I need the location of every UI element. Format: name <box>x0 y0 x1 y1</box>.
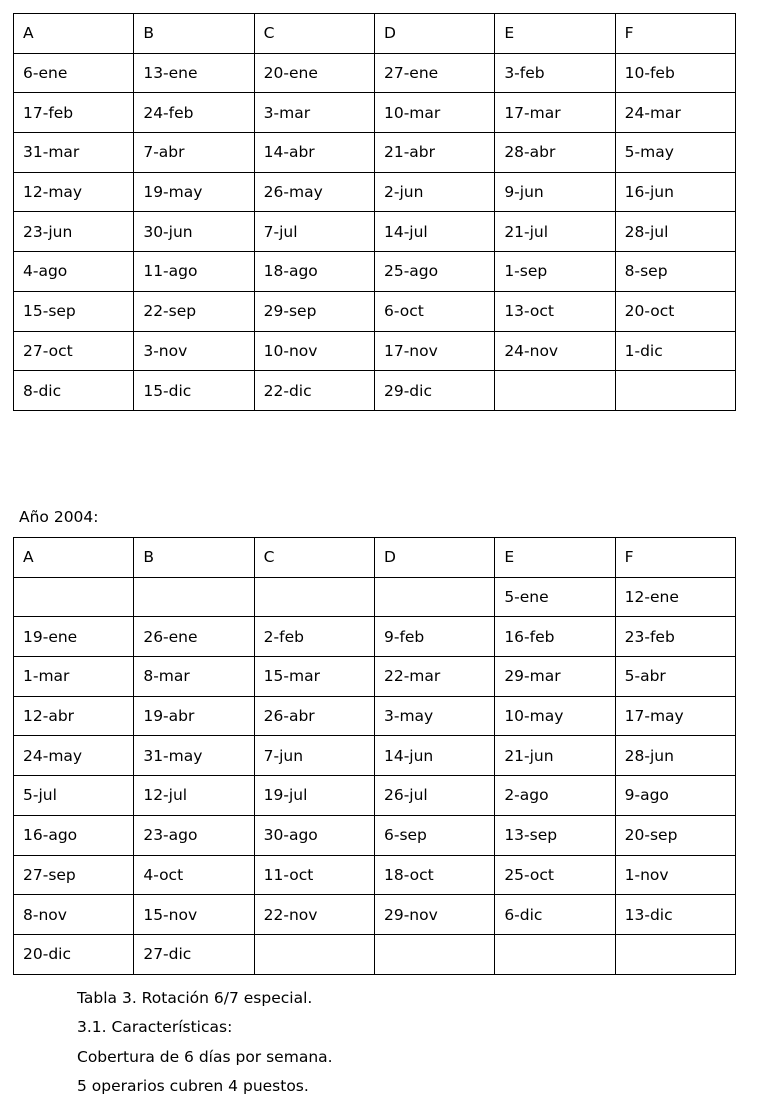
table-cell: 12-abr <box>14 696 134 736</box>
table-row <box>14 133 736 173</box>
table-row <box>14 53 736 93</box>
table-cell: 7-jul <box>254 212 374 252</box>
caption-block <box>77 984 333 1101</box>
table-cell: 16-ago <box>14 815 134 855</box>
table-cell: 24-mar <box>615 93 735 133</box>
table-cell: 1-dic <box>615 331 735 371</box>
table-cell <box>615 371 735 411</box>
table-cell: 1-mar <box>14 657 134 697</box>
table-cell: 28-jul <box>615 212 735 252</box>
section-heading: 3.1. Características: <box>77 1018 233 1037</box>
table-cell: 15-nov <box>134 895 254 935</box>
table-row <box>14 895 736 935</box>
table-cell: 9-jun <box>495 172 615 212</box>
rotation-table-2004 <box>13 537 736 975</box>
header-cell-f: F <box>615 538 735 578</box>
table-cell: 27-oct <box>14 331 134 371</box>
table-cell: 20-dic <box>14 934 134 974</box>
table-cell <box>134 577 254 617</box>
table-cell: 3-mar <box>254 93 374 133</box>
table-row <box>14 331 736 371</box>
table-row <box>14 371 736 411</box>
body-text-line: 5 operarios cubren 4 puestos. <box>77 1076 309 1095</box>
header-cell-e: E <box>495 14 615 54</box>
table-cell: 27-dic <box>134 934 254 974</box>
table-cell <box>254 577 374 617</box>
table-row <box>14 252 736 292</box>
table-cell: 28-jun <box>615 736 735 776</box>
table-cell: 28-abr <box>495 133 615 173</box>
table-cell: 26-may <box>254 172 374 212</box>
table-cell: 19-may <box>134 172 254 212</box>
table-row <box>14 696 736 736</box>
table-cell: 29-dic <box>374 371 494 411</box>
table-caption: Tabla 3. Rotación 6/7 especial. <box>77 989 313 1007</box>
table-cell: 27-ene <box>374 53 494 93</box>
table-cell: 8-mar <box>134 657 254 697</box>
table-cell: 13-dic <box>615 895 735 935</box>
table-cell: 23-jun <box>14 212 134 252</box>
table-cell: 10-mar <box>374 93 494 133</box>
table-cell: 15-dic <box>134 371 254 411</box>
table-cell: 13-ene <box>134 53 254 93</box>
table-cell: 25-oct <box>495 855 615 895</box>
table-cell: 20-oct <box>615 291 735 331</box>
table-cell: 6-sep <box>374 815 494 855</box>
table-cell: 3-may <box>374 696 494 736</box>
table-cell: 24-nov <box>495 331 615 371</box>
header-cell-e: E <box>495 538 615 578</box>
table-cell: 29-mar <box>495 657 615 697</box>
table-body <box>14 538 736 975</box>
header-cell-f: F <box>615 14 735 54</box>
header-cell-a: A <box>14 14 134 54</box>
table-cell: 22-mar <box>374 657 494 697</box>
table-cell: 11-ago <box>134 252 254 292</box>
table-cell: 19-jul <box>254 776 374 816</box>
table-cell: 23-ago <box>134 815 254 855</box>
table-cell: 2-jun <box>374 172 494 212</box>
table-cell: 22-sep <box>134 291 254 331</box>
header-cell-b: B <box>134 538 254 578</box>
rotation-table-2003 <box>13 13 736 411</box>
table-cell: 29-sep <box>254 291 374 331</box>
table-cell: 10-may <box>495 696 615 736</box>
table-cell <box>495 371 615 411</box>
table-row <box>14 93 736 133</box>
table-cell: 4-ago <box>14 252 134 292</box>
table-row <box>14 172 736 212</box>
table-row <box>14 736 736 776</box>
table-cell: 8-dic <box>14 371 134 411</box>
table-cell: 22-dic <box>254 371 374 411</box>
table-cell: 7-abr <box>134 133 254 173</box>
table-cell: 19-abr <box>134 696 254 736</box>
table-row <box>14 934 736 974</box>
table-cell: 12-may <box>14 172 134 212</box>
header-cell-d: D <box>374 14 494 54</box>
table-cell: 30-ago <box>254 815 374 855</box>
table-row <box>14 291 736 331</box>
table-cell: 6-oct <box>374 291 494 331</box>
table-cell <box>495 934 615 974</box>
table-cell: 17-feb <box>14 93 134 133</box>
header-cell-c: C <box>254 538 374 578</box>
table-cell: 10-nov <box>254 331 374 371</box>
table-cell: 26-jul <box>374 776 494 816</box>
table-cell: 17-may <box>615 696 735 736</box>
table-cell: 31-may <box>134 736 254 776</box>
table-cell: 22-nov <box>254 895 374 935</box>
table-cell: 29-nov <box>374 895 494 935</box>
table-cell: 5-abr <box>615 657 735 697</box>
table-cell <box>615 934 735 974</box>
table-cell: 1-sep <box>495 252 615 292</box>
table-cell: 14-jul <box>374 212 494 252</box>
table-cell: 16-jun <box>615 172 735 212</box>
table-cell: 5-ene <box>495 577 615 617</box>
table-row <box>14 776 736 816</box>
header-cell-c: C <box>254 14 374 54</box>
table-cell <box>374 934 494 974</box>
table-cell: 17-nov <box>374 331 494 371</box>
table-cell: 9-ago <box>615 776 735 816</box>
table-cell: 13-sep <box>495 815 615 855</box>
table-row <box>14 212 736 252</box>
table-cell: 8-sep <box>615 252 735 292</box>
table-cell: 24-may <box>14 736 134 776</box>
table-cell: 21-jul <box>495 212 615 252</box>
table-cell: 15-mar <box>254 657 374 697</box>
table-cell: 25-ago <box>374 252 494 292</box>
table-cell: 12-ene <box>615 577 735 617</box>
table-cell <box>374 577 494 617</box>
table-cell: 19-ene <box>14 617 134 657</box>
table-cell: 21-abr <box>374 133 494 173</box>
table-cell: 31-mar <box>14 133 134 173</box>
table-cell: 9-feb <box>374 617 494 657</box>
table-cell <box>14 577 134 617</box>
table-cell: 15-sep <box>14 291 134 331</box>
header-cell-b: B <box>134 14 254 54</box>
table-cell: 10-feb <box>615 53 735 93</box>
table-cell: 17-mar <box>495 93 615 133</box>
table-row <box>14 657 736 697</box>
table-cell: 3-feb <box>495 53 615 93</box>
table-row <box>14 855 736 895</box>
table-cell: 7-jun <box>254 736 374 776</box>
table-cell: 3-nov <box>134 331 254 371</box>
table-cell: 5-jul <box>14 776 134 816</box>
table-cell: 26-ene <box>134 617 254 657</box>
table-cell: 13-oct <box>495 291 615 331</box>
table-header-row <box>14 538 736 578</box>
table-row <box>14 815 736 855</box>
table-row <box>14 577 736 617</box>
table-cell: 2-feb <box>254 617 374 657</box>
table-row <box>14 617 736 657</box>
table-cell: 30-jun <box>134 212 254 252</box>
table-cell: 8-nov <box>14 895 134 935</box>
table-cell: 18-ago <box>254 252 374 292</box>
table-cell: 24-feb <box>134 93 254 133</box>
table-cell: 21-jun <box>495 736 615 776</box>
year-label: Año 2004: <box>19 508 99 526</box>
table-cell: 14-jun <box>374 736 494 776</box>
table-cell: 23-feb <box>615 617 735 657</box>
body-text-line: Cobertura de 6 días por semana. <box>77 1047 333 1066</box>
table-cell: 18-oct <box>374 855 494 895</box>
table-cell: 26-abr <box>254 696 374 736</box>
table-cell: 20-ene <box>254 53 374 93</box>
table-cell: 16-feb <box>495 617 615 657</box>
table-header-row <box>14 14 736 54</box>
header-cell-a: A <box>14 538 134 578</box>
table-cell <box>254 934 374 974</box>
table-cell: 4-oct <box>134 855 254 895</box>
table-cell: 20-sep <box>615 815 735 855</box>
header-cell-d: D <box>374 538 494 578</box>
table-cell: 2-ago <box>495 776 615 816</box>
table-cell: 6-ene <box>14 53 134 93</box>
table-cell: 1-nov <box>615 855 735 895</box>
table-cell: 14-abr <box>254 133 374 173</box>
table-cell: 5-may <box>615 133 735 173</box>
table-cell: 6-dic <box>495 895 615 935</box>
table-body <box>14 14 736 411</box>
table-cell: 27-sep <box>14 855 134 895</box>
table-cell: 12-jul <box>134 776 254 816</box>
table-cell: 11-oct <box>254 855 374 895</box>
